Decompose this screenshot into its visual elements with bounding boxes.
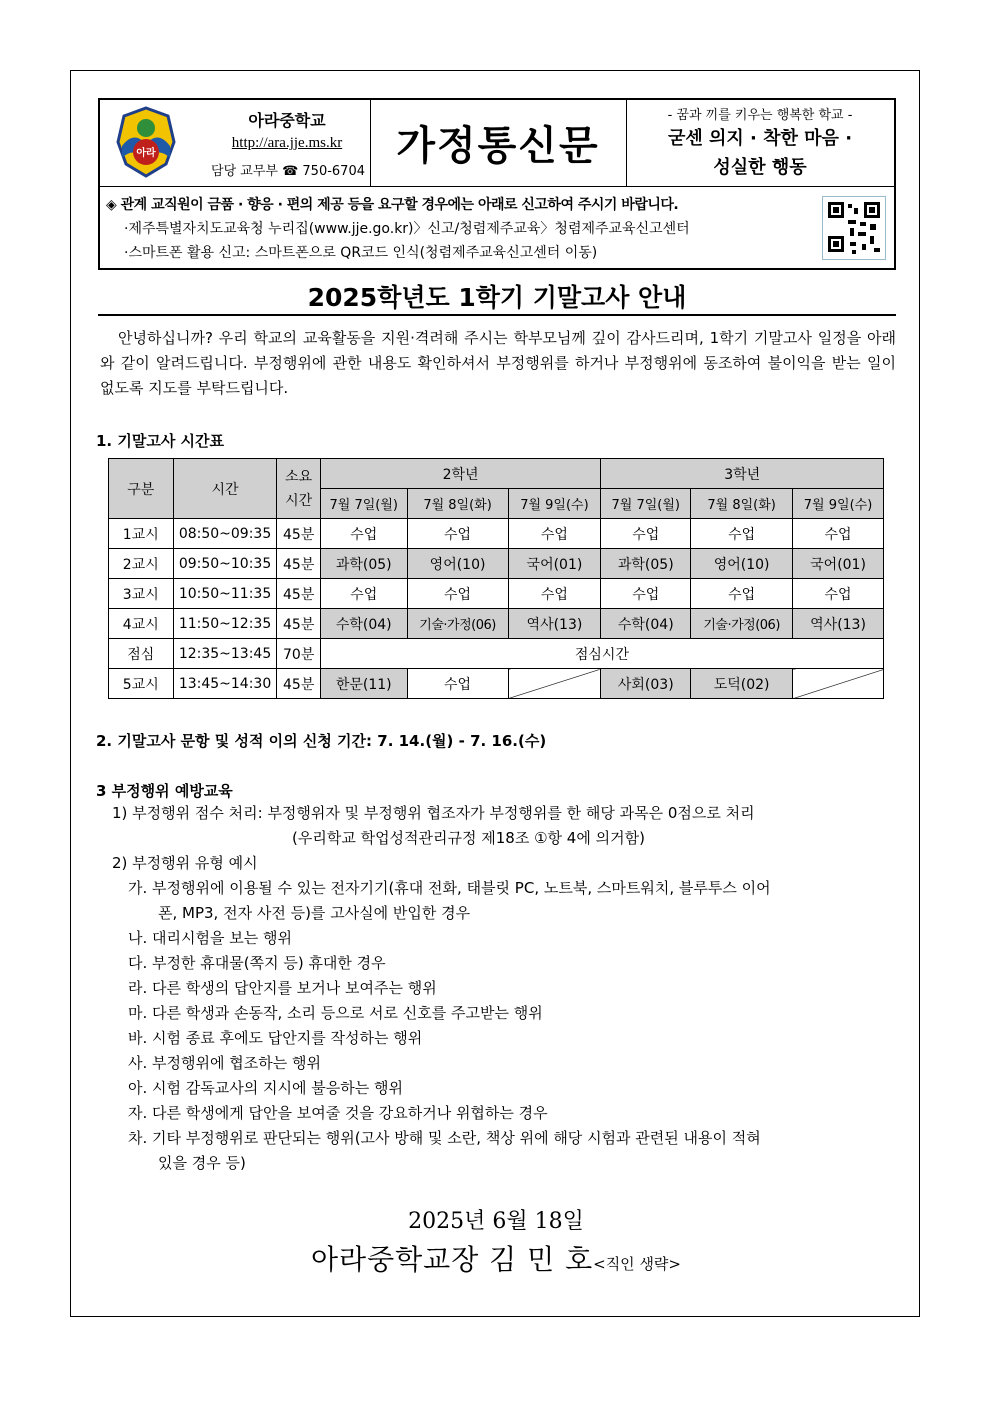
list-item: 바. 시험 종료 후에도 답안지를 작성하는 행위 xyxy=(128,1029,423,1047)
schedule-cell: 수업 xyxy=(601,519,691,549)
exam-cell: 역사(13) xyxy=(508,609,601,639)
col-header-grade2: 2학년 xyxy=(320,459,601,489)
duration-cell: 45분 xyxy=(277,519,320,549)
principal-signature xyxy=(0,1238,992,1278)
schedule-cell: 수업 xyxy=(407,669,508,699)
exam-timetable xyxy=(108,458,884,699)
motto-line-1: 굳센 의지 · 착한 마음 · xyxy=(667,128,853,149)
day-header: 7월 7일(월) xyxy=(320,489,407,519)
exam-cell: 수학(04) xyxy=(601,609,691,639)
period-cell: 4교시 xyxy=(109,609,174,639)
list-item: 폰, MP3, 전자 사전 등)를 고사실에 반입한 경우 xyxy=(158,904,471,922)
schedule-cell: 수업 xyxy=(320,579,407,609)
empty-slash-cell xyxy=(508,669,601,699)
list-item: 차. 기타 부정행위로 판단되는 행위(고사 방해 및 소란, 책상 위에 해당 시험과 관련된 내용이 적혀 xyxy=(128,1129,761,1147)
exam-cell: 영어(10) xyxy=(691,549,793,579)
exam-cell: 국어(01) xyxy=(508,549,601,579)
main-title: 2025학년도 1학기 기말고사 안내 xyxy=(307,283,687,312)
list-item: 라. 다른 학생의 답안지를 보거나 보여주는 행위 xyxy=(128,979,437,997)
col-header-time: 시간 xyxy=(173,459,277,519)
exam-cell: 역사(13) xyxy=(793,609,884,639)
principal-name: 아라중학교장 김 민 호 xyxy=(310,1243,594,1276)
time-cell: 13:45~14:30 xyxy=(173,669,277,699)
exam-cell: 사회(03) xyxy=(601,669,691,699)
duration-cell: 45분 xyxy=(277,579,320,609)
day-header: 7월 8일(화) xyxy=(691,489,793,519)
empty-slash-cell xyxy=(793,669,884,699)
exam-cell: 수학(04) xyxy=(320,609,407,639)
col-header-grade3: 3학년 xyxy=(601,459,884,489)
exam-cell: 기술·가정(06) xyxy=(407,609,508,639)
school-url-link[interactable]: http://ara.jje.ms.kr xyxy=(231,135,343,151)
motto xyxy=(626,124,894,182)
day-header: 7월 9일(수) xyxy=(793,489,884,519)
rule-item-1-note: (우리학교 학업성적관리규정 제18조 ①항 4에 의거함) xyxy=(292,829,645,847)
rule-item-2: 2) 부정행위 유형 예시 xyxy=(112,854,258,872)
lunch-cell: 점심시간 xyxy=(320,639,883,669)
col-header-gubun: 구분 xyxy=(109,459,174,519)
section-1-title: 1. 기말고사 시간표 xyxy=(96,432,225,450)
time-cell: 09:50~10:35 xyxy=(173,549,277,579)
period-cell: 2교시 xyxy=(109,549,174,579)
exam-cell: 기술·가정(06) xyxy=(691,609,793,639)
schedule-cell: 수업 xyxy=(691,579,793,609)
motto-subtitle: - 꿈과 끼를 키우는 행복한 학교 - xyxy=(667,108,853,123)
exam-cell: 영어(10) xyxy=(407,549,508,579)
schedule-cell: 수업 xyxy=(407,579,508,609)
list-item: 자. 다른 학생에게 답안을 보여줄 것을 강요하거나 위협하는 경우 xyxy=(128,1104,548,1122)
exam-cell: 도덕(02) xyxy=(691,669,793,699)
day-header: 7월 7일(월) xyxy=(601,489,691,519)
section-2-title: 2. 기말고사 문항 및 성적 이의 신청 기간: 7. 14.(월) - 7. 16.(수) xyxy=(96,732,547,750)
rule-item-1: 1) 부정행위 점수 처리: 부정행위자 및 부정행위 협조자가 부정행위를 한 해당 과목은 0점으로 처리 xyxy=(112,804,755,822)
header-top-row xyxy=(100,100,894,187)
schedule-cell: 수업 xyxy=(793,579,884,609)
contact-info: 담당 교무부 ☎ 750-6704 xyxy=(211,164,365,179)
title-divider xyxy=(98,314,896,316)
table-row xyxy=(109,609,884,639)
table-row xyxy=(109,549,884,579)
day-header: 7월 9일(수) xyxy=(508,489,601,519)
title-cell xyxy=(370,100,627,186)
list-item: 마. 다른 학생과 손동작, 소리 등으로 서로 신호를 주고받는 행위 xyxy=(128,1004,543,1022)
seal-note: <직인 생략> xyxy=(593,1255,681,1273)
exam-cell: 한문(11) xyxy=(320,669,407,699)
schedule-cell: 수업 xyxy=(407,519,508,549)
exam-cell: 과학(05) xyxy=(601,549,691,579)
school-info-cell xyxy=(100,100,371,186)
newsletter-header xyxy=(98,98,896,270)
motto-line-2: 성실한 행동 xyxy=(713,157,807,178)
list-item: 다. 부정한 휴대물(쪽지 등) 휴대한 경우 xyxy=(128,954,386,972)
table-row xyxy=(109,639,884,669)
intro-paragraph: 안녕하십니까? 우리 학교의 교육활동을 지원·격려해 주시는 학부모님께 깊이 감사드리며, 1학기 기말고사 일정을 아래와 같이 알려드립니다. 부정행위에 관한 내용도 확인하셔서 부정행위를 하거나 부정행위에 동조하여 불이익을 받는 일이 없도록 지도를 부탁드립니다. xyxy=(100,329,896,397)
schedule-cell: 수업 xyxy=(320,519,407,549)
duration-cell: 45분 xyxy=(277,609,320,639)
list-item: 나. 대리시험을 보는 행위 xyxy=(128,929,292,947)
time-cell: 12:35~13:45 xyxy=(173,639,277,669)
motto-cell xyxy=(626,100,894,186)
section-3-title: 3 부정행위 예방교육 xyxy=(96,782,233,800)
report-website: ·제주특별자치도교육청 누리집(www.jje.go.kr)〉신고/청렴제주교육〉청렴제주교육신고센터 xyxy=(124,221,690,237)
school-logo xyxy=(108,106,184,178)
day-header: 7월 8일(화) xyxy=(407,489,508,519)
list-item: 있을 경우 등) xyxy=(158,1154,246,1172)
report-notice: ◈ 관계 교직원이 금품 · 향응 · 편의 제공 등을 요구할 경우에는 아래로 신고하여 주시기 바랍니다. xyxy=(106,197,679,213)
time-cell: 10:50~11:35 xyxy=(173,579,277,609)
period-cell: 점심 xyxy=(109,639,174,669)
duration-cell: 45분 xyxy=(277,669,320,699)
col-header-duration: 소요 시간 xyxy=(277,459,320,519)
schedule-cell: 수업 xyxy=(508,579,601,609)
time-cell: 08:50~09:35 xyxy=(173,519,277,549)
newsletter-title: 가정통신문 xyxy=(396,123,600,169)
qr-code-icon xyxy=(822,196,886,260)
period-cell: 3교시 xyxy=(109,579,174,609)
list-item: 가. 부정행위에 이용될 수 있는 전자기기(휴대 전화, 태블릿 PC, 노트북, 스마트워치, 블루투스 이어 xyxy=(128,879,771,897)
school-name: 아라중학교 xyxy=(248,111,326,130)
exam-cell: 과학(05) xyxy=(320,549,407,579)
schedule-cell: 수업 xyxy=(601,579,691,609)
period-cell: 5교시 xyxy=(109,669,174,699)
table-row xyxy=(109,519,884,549)
duration-cell: 70분 xyxy=(277,639,320,669)
duration-cell: 45분 xyxy=(277,549,320,579)
logo-text: 아라 xyxy=(136,148,156,159)
issue-date: 2025년 6월 18일 xyxy=(408,1209,584,1234)
exam-cell: 국어(01) xyxy=(793,549,884,579)
table-row xyxy=(109,669,884,699)
list-item: 사. 부정행위에 협조하는 행위 xyxy=(128,1054,321,1072)
table-row xyxy=(109,579,884,609)
list-item: 아. 시험 감독교사의 지시에 불응하는 행위 xyxy=(128,1079,403,1097)
period-cell: 1교시 xyxy=(109,519,174,549)
time-cell: 11:50~12:35 xyxy=(173,609,277,639)
report-smartphone: ·스마트폰 활용 신고: 스마트폰으로 QR코드 인식(청렴제주교육신고센터 이동) xyxy=(124,245,598,261)
schedule-cell: 수업 xyxy=(508,519,601,549)
schedule-cell: 수업 xyxy=(691,519,793,549)
schedule-cell: 수업 xyxy=(793,519,884,549)
